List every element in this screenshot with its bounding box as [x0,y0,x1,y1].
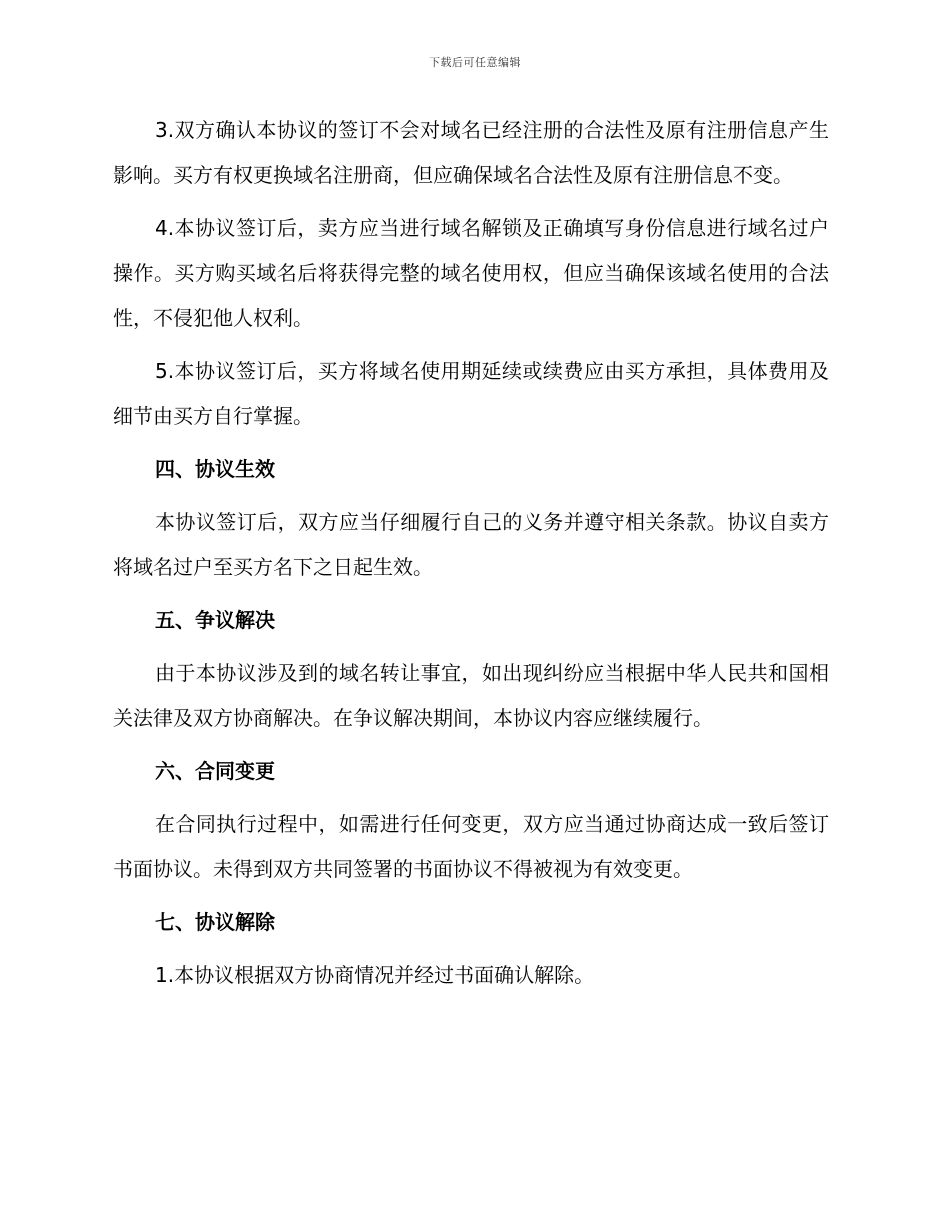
section-heading-effective: 四、协议生效 [155,457,275,481]
dispute-paragraph: 由于本协议涉及到的域名转让事宜，如出现纠纷应当根据中华人民共和国相关法律及双方协商解决。在争议解决期间，本协议内容应继续履行。 [113,661,829,730]
clause-5-paragraph: 5.本协议签订后，买方将域名使用期延续或续费应由买方承担，具体费用及细节由买方自行掌握。 [113,359,829,428]
section-heading-termination: 七、协议解除 [155,910,275,934]
section-heading-change: 六、合同变更 [155,759,275,783]
header-note: 下载后可任意编辑 [429,56,521,69]
document-body [113,108,829,1006]
termination-paragraph-1: 1.本协议根据双方协商情况并经过书面确认解除。 [155,963,595,987]
effective-paragraph: 本协议签订后，双方应当仔细履行自己的义务并遵守相关条款。协议自卖方将域名过户至买方名下之日起生效。 [113,510,829,579]
clause-4-paragraph: 4.本协议签订后，卖方应当进行域名解锁及正确填写身份信息进行域名过户操作。买方购买域名后将获得完整的域名使用权，但应当确保该域名使用的合法性，不侵犯他人权利。 [113,216,829,330]
change-paragraph: 在合同执行过程中，如需进行任何变更，双方应当通过协商达成一致后签订书面协议。未得到双方共同签署的书面协议不得被视为有效变更。 [113,812,829,881]
clause-3-paragraph: 3.双方确认本协议的签订不会对域名已经注册的合法性及原有注册信息产生影响。买方有权更换域名注册商，但应确保域名合法性及原有注册信息不变。 [113,118,829,187]
section-heading-dispute: 五、争议解决 [155,608,275,632]
